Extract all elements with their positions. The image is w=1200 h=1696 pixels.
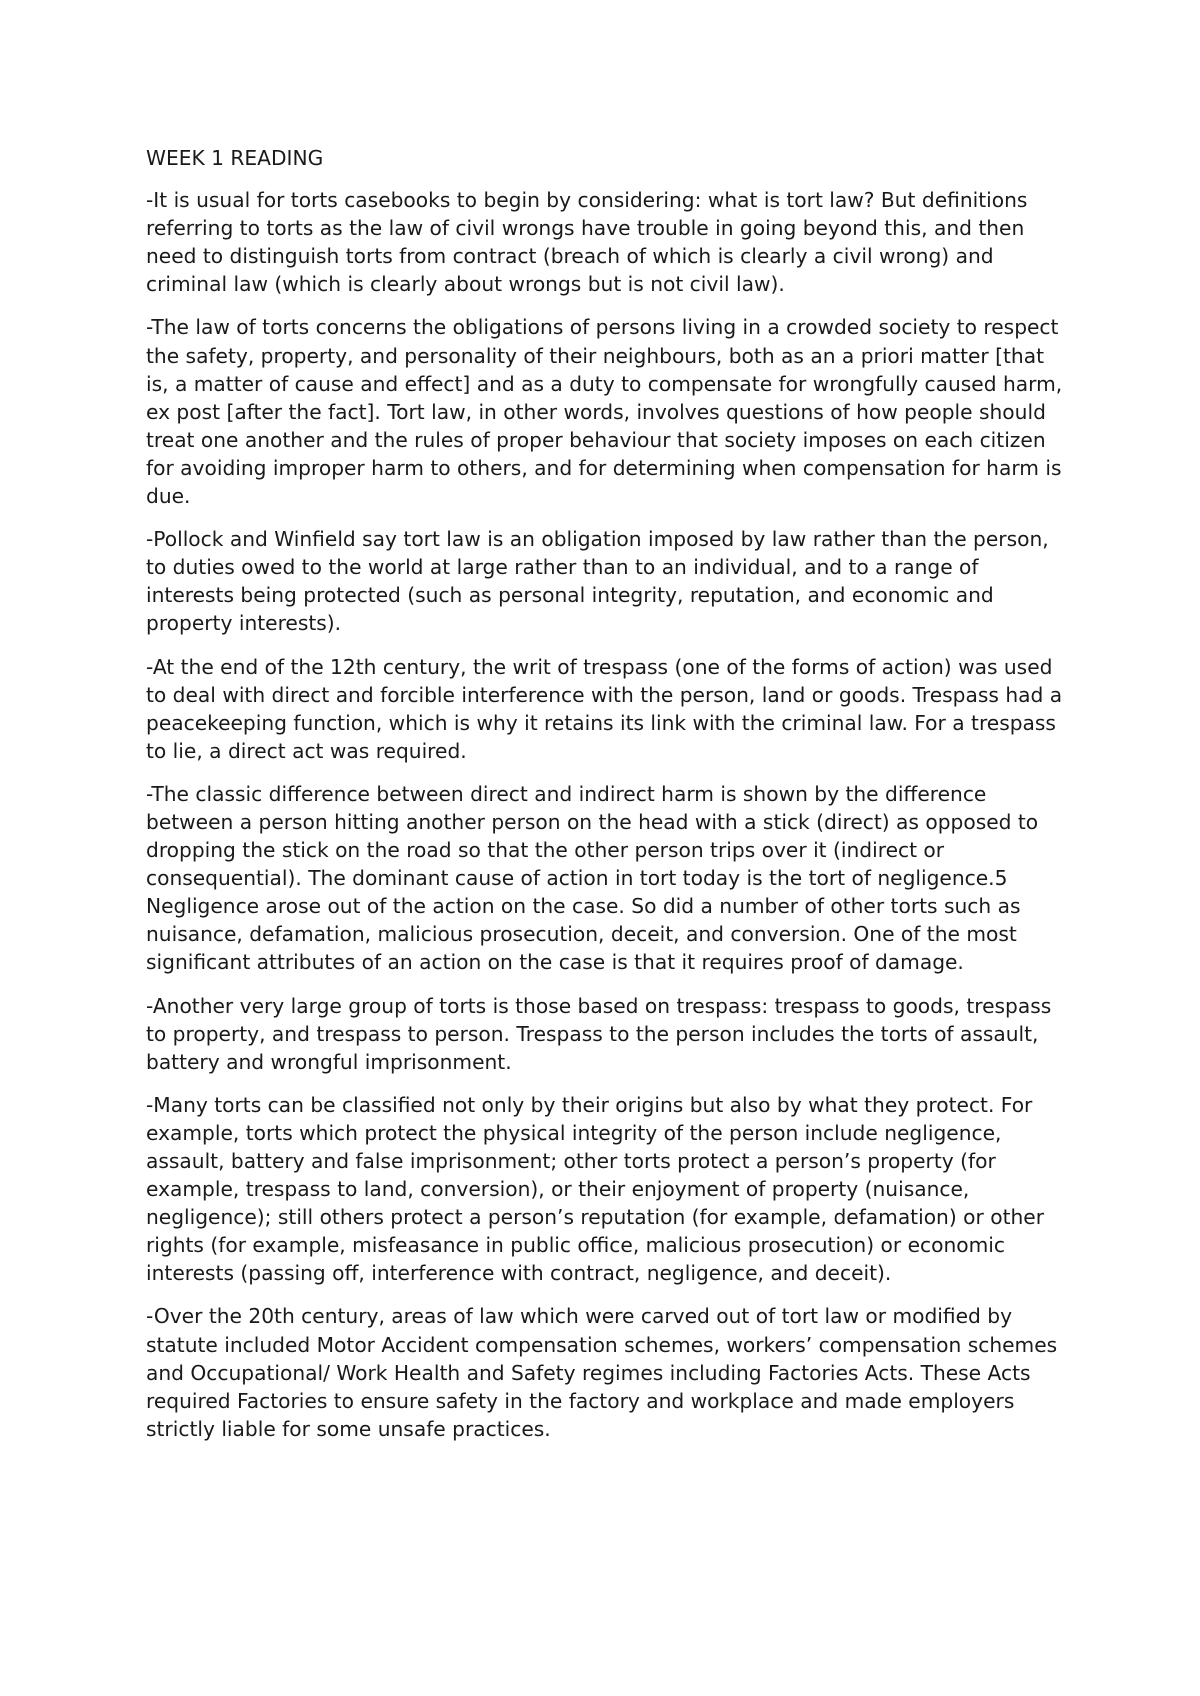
paragraph-pollock-winfield: -Pollock and Winfield say tort law is an obligation imposed by law rather than the person, to duties owed to the world at large rather than to an individual, and to a range of interests being protected (such as personal integrity, reputation, and economic and property interests). (146, 527, 1049, 636)
paragraph-definitions: -It is usual for torts casebooks to begin by considering: what is tort law? But definitions referring to torts as the law of civil wrongs have trouble in going beyond this, and then need to distinguish torts from contract (breach of which is clearly a civil wrong) and criminal law (which is clearly about wrongs but is not civil law). (146, 188, 1028, 297)
paragraph-classification: -Many torts can be classified not only by their origins but also by what they protect. For example, torts which protect the physical integrity of the person include negligence, assault, battery and false imprisonment; other torts protect a person’s property (for example, trespass to land, conversion), or their enjoyment of property (nuisance, negligence); still others protect a person’s reputation (for example, defamation) or other rights (for example, misfeasance in public office, malicious prosecution) or economic interests (passing off, interference with contract, negligence, and deceit). (146, 1092, 1044, 1286)
paragraph-writ-of-trespass: -At the end of the 12th century, the writ of trespass (one of the forms of action) was used to deal with direct and forcible interference with the person, land or goods. Trespass had a peacekeeping function, which is why it retains its link with the criminal law. For a trespass to lie, a direct act was required. (146, 654, 1063, 763)
document-title: WEEK 1 READING (146, 146, 324, 170)
paragraph-direct-indirect-harm: -The classic difference between direct and indirect harm is shown by the difference between a person hitting another person on the head with a stick (direct) as opposed to dropping the stick on the road so that the other person trips over it (indirect or consequential). The dominant cause of action in tort today is the tort of negligence.5 Negligence arose out of the action on the case. So did a number of other torts such as nuisance, defamation, malicious prosecution, deceit, and conversion. One of the most significant attributes of an action on the case is that it requires proof of damage. (146, 781, 1039, 975)
paragraph-trespass-group: -Another very large group of torts is those based on trespass: trespass to goods, trespass to property, and trespass to person. Trespass to the person includes the torts of assault, battery and wrongful imprisonment. (146, 993, 1052, 1074)
paragraph-law-of-torts: -The law of torts concerns the obligations of persons living in a crowded society to respect the safety, property, and personality of their neighbours, both as an a priori matter [that is, a matter of cause and effect] and as a duty to compensate for wrongfully caused harm, ex post [after the fact]. Tort law, in other words, involves questions of how people should treat one another and the rules of proper behaviour that society imposes on each citizen for avoiding improper harm to others, and for determining when compensation for harm is due. (146, 315, 1063, 509)
document-body (146, 144, 1068, 1458)
paragraph-20th-century: -Over the 20th century, areas of law which were carved out of tort law or modified by statute included Motor Accident compensation schemes, workers’ compensation schemes and Occupational/ Work Health and Safety regimes including Factories Acts. These Acts required Factories to ensure safety in the factory and workplace and made employers strictly liable for some unsafe practices. (146, 1304, 1058, 1441)
